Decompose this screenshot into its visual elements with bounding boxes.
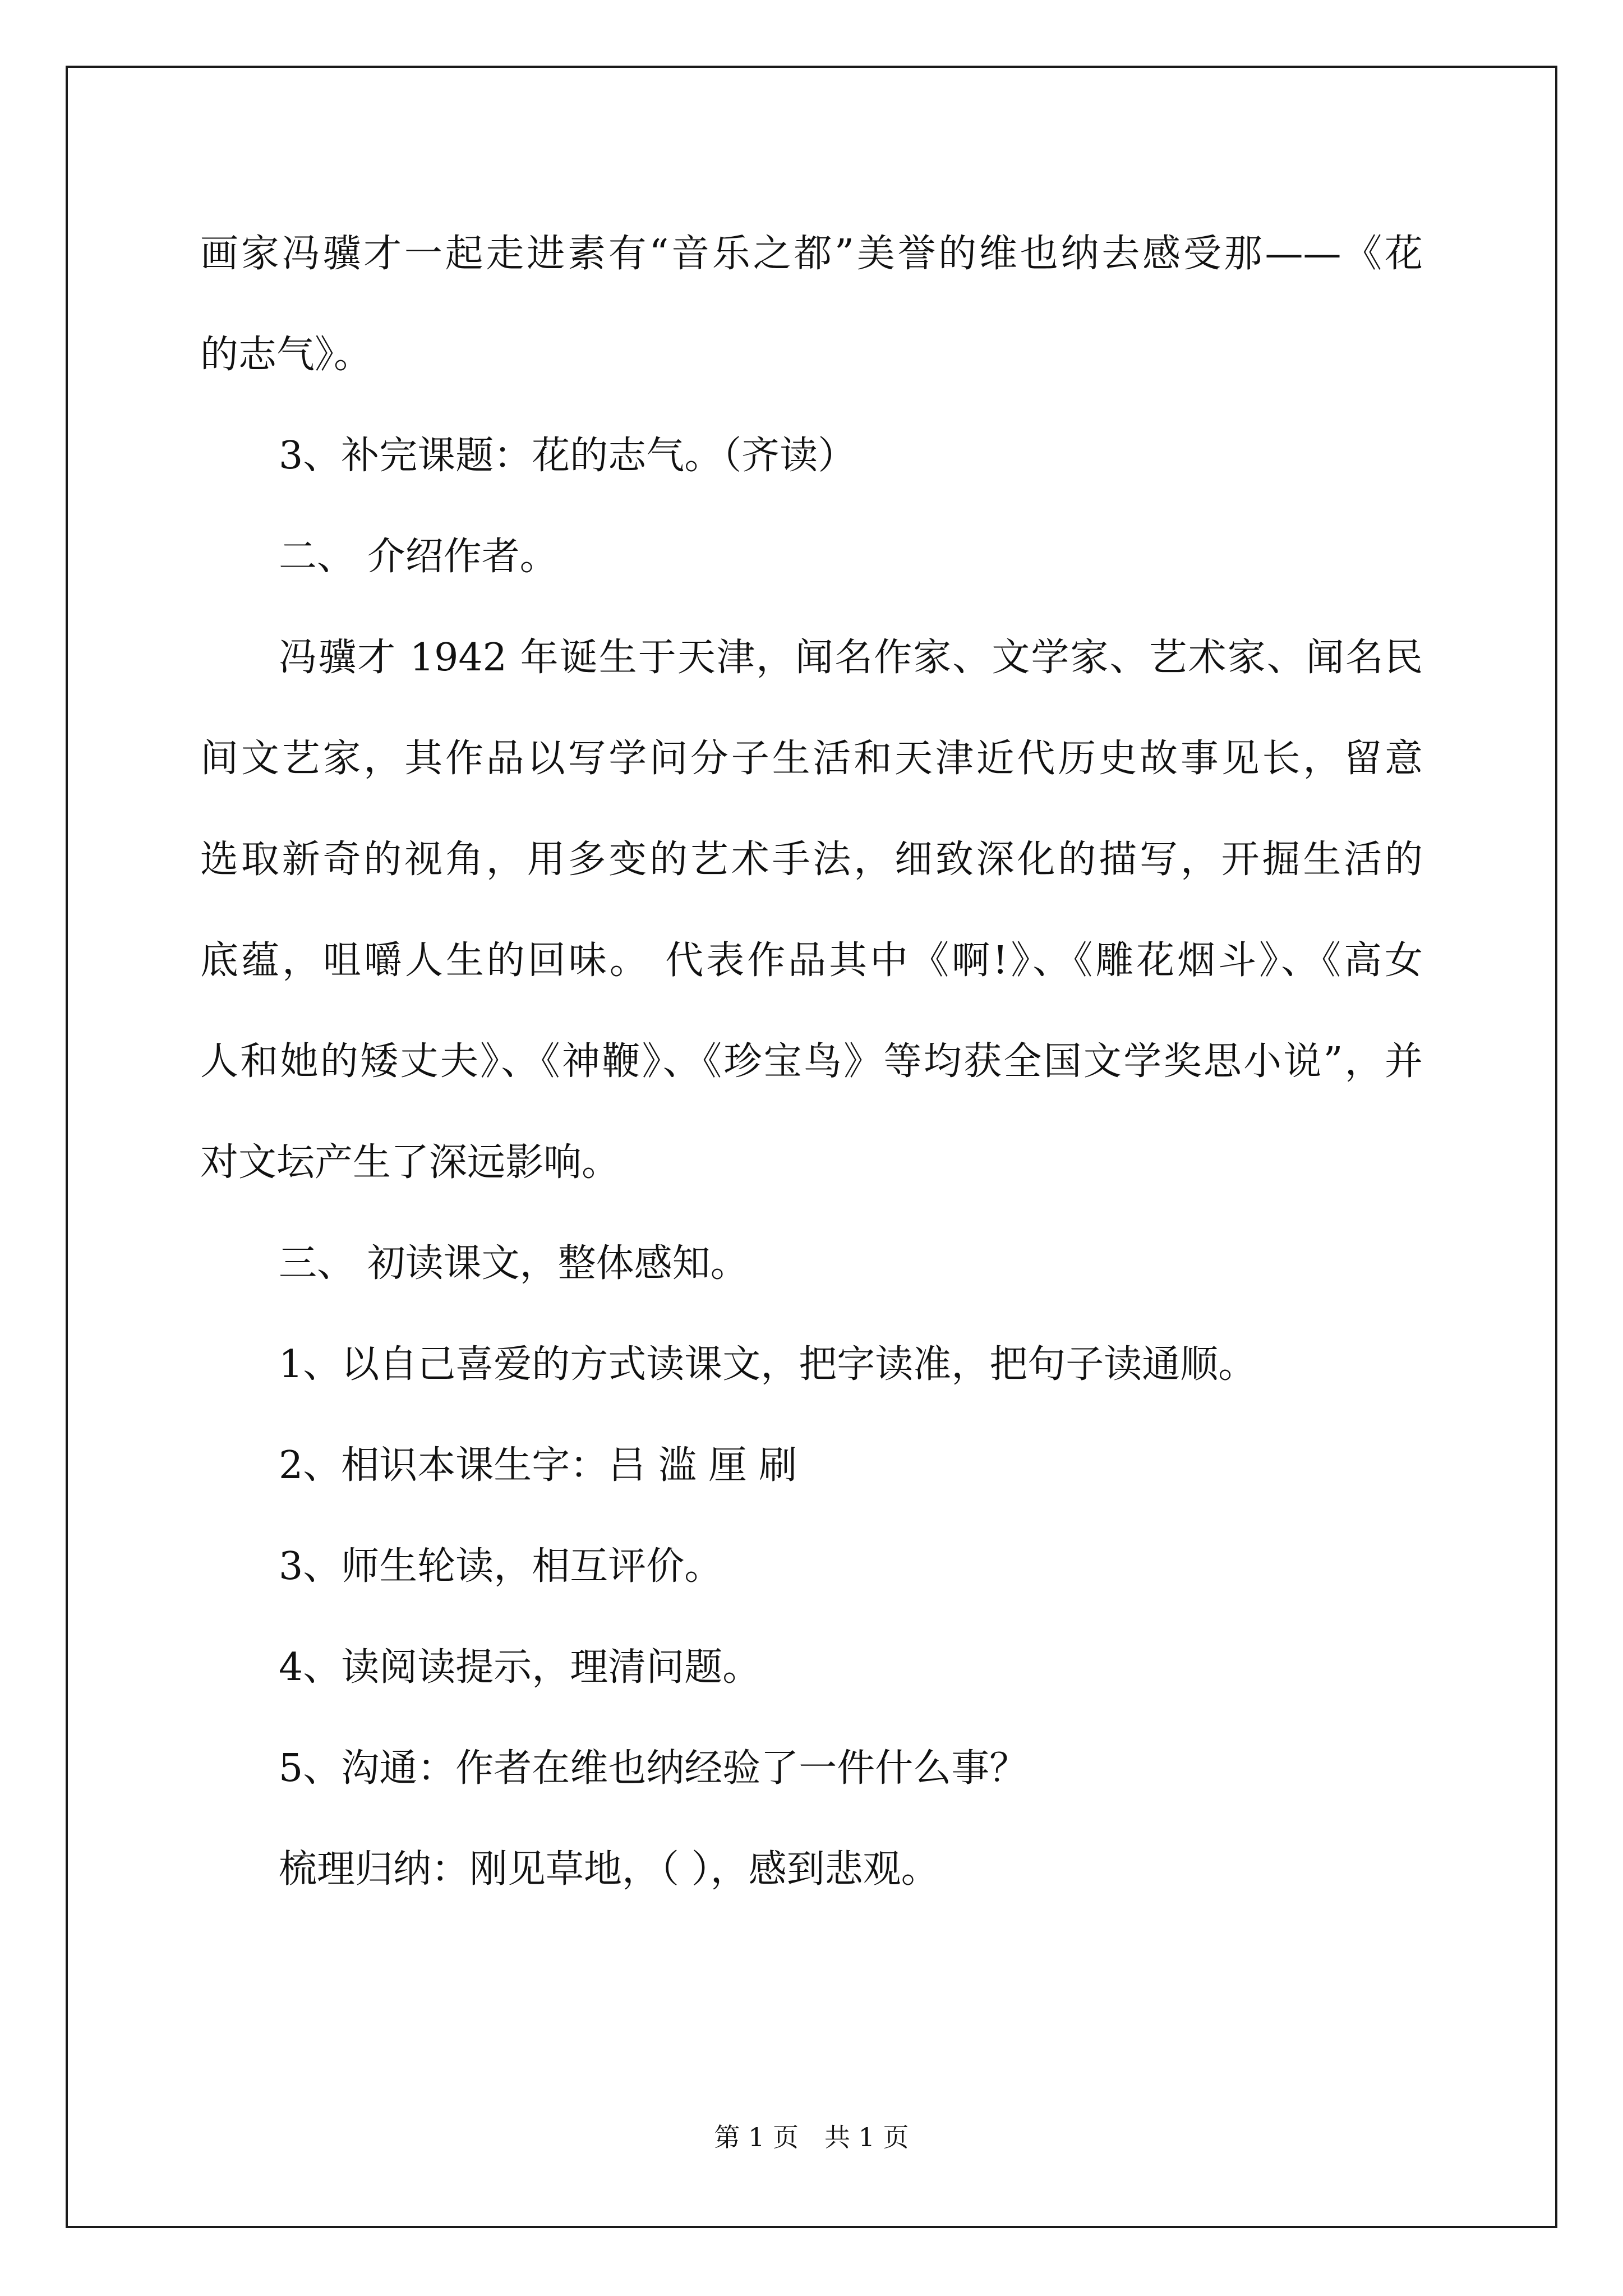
text-line: 人和她的矮丈夫》、《神鞭》、《珍宝鸟》等均获全国文学奖思小说”，并: [200, 1039, 1423, 1084]
text-line: 3、补完课题：花的志气。（齐读）: [279, 434, 856, 478]
list-item: 4、读阅读提示，理清问题。: [279, 1645, 761, 1690]
section-heading: 三、 初读课文，整体感知。: [279, 1241, 749, 1286]
list-item: 5、沟通：作者在维也纳经验了一件什么事？: [279, 1746, 1028, 1791]
text-line: 底蕴，咀嚼人生的回味。 代表作品其中《啊!》、《雕花烟斗》、《高女: [200, 938, 1423, 983]
list-item: 2、相识本课生字：吕 滥 厘 刷: [279, 1443, 797, 1488]
text-line: 对文坛产生了深远影响。: [200, 1140, 620, 1185]
text-line: 选取新奇的视角，用多变的艺术手法，细致深化的描写，开掘生活的: [200, 838, 1423, 882]
section-heading: 二、 介绍作者。: [279, 535, 558, 579]
text-line: 画家冯骥才一起走进素有“音乐之都”美誉的维也纳去感受那——《花: [200, 232, 1423, 276]
text-line: 梳理归纳：刚见草地，（ ），感到悲观。: [279, 1847, 939, 1892]
list-item: 3、师生轮读，相互评价。: [279, 1544, 723, 1589]
list-item: 1、以自己喜爱的方式读课文，把字读准，把句子读通顺。: [279, 1342, 1257, 1387]
text-line: 的志气》。: [200, 333, 372, 377]
page-number-footer: 第 1 页 共 1 页: [714, 2122, 909, 2152]
text-line: 冯骥才 1942 年诞生于天津，闻名作家、文学家、艺术家、闻名民: [279, 636, 1423, 680]
text-line: 间文艺家，其作品以写学问分子生活和天津近代历史故事见长，留意: [200, 737, 1423, 781]
